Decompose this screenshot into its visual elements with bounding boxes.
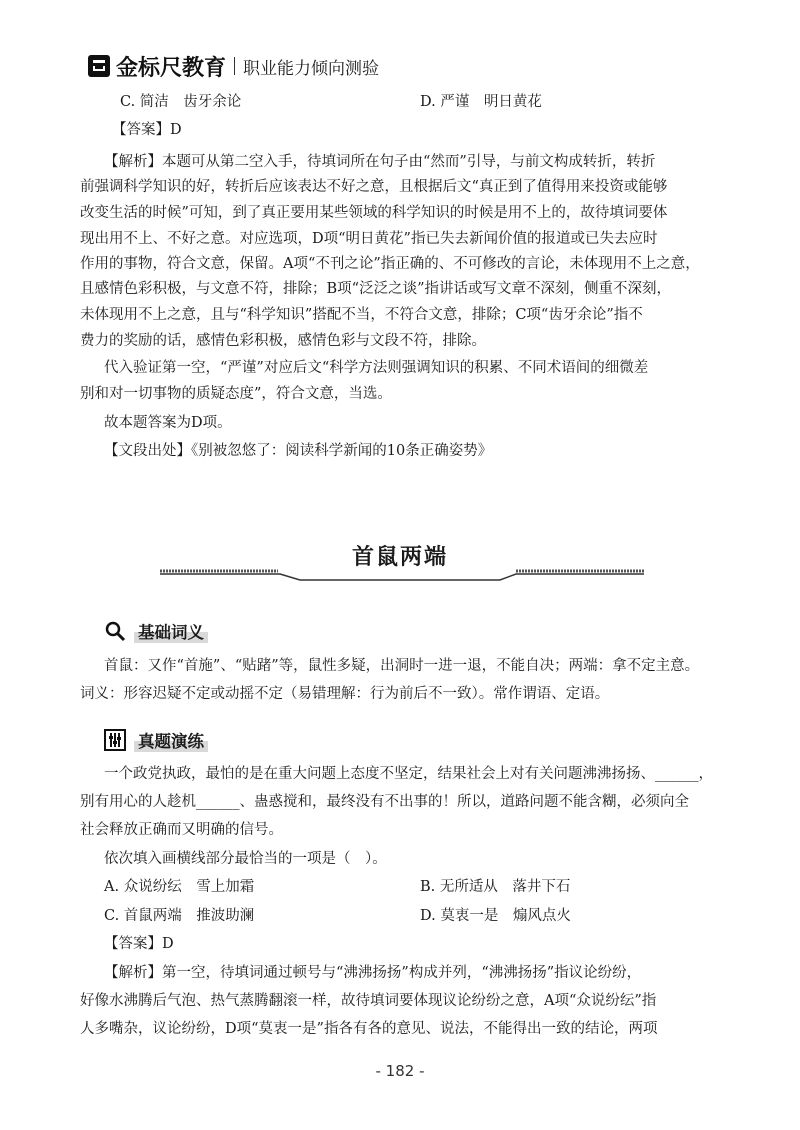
analysis-line: 改变生活的时候”可知，到了真正要用某些领域的科学知识的时候是用不上的，故待填词要体 xyxy=(80,205,668,221)
answer-line: 【答案】D xyxy=(104,936,174,952)
analysis-line: 且感情色彩积极，与文意不符，排除；B项“泛泛之谈”指讲话或写文章不深刻，侧重不深刻， xyxy=(80,281,671,297)
analysis-line: 前强调科学知识的好，转折后应该表达不好之意，且根据后文“真正到了值得用来投资或能够 xyxy=(80,179,668,195)
page-header xyxy=(88,50,379,82)
source-line: 【文段出处】《别被忽悠了：阅读科学新闻的10条正确姿势》 xyxy=(104,443,493,459)
analysis-line: 作用的事物，符合文意，保留。A项“不刊之论”指正确的、不可修改的言论，未体现用不上之意， xyxy=(80,256,700,272)
analysis-line: 人多嘴杂，议论纷纷，D项“莫衷一是”指各有各的意见、说法，不能得出一致的结论，两项 xyxy=(80,1021,658,1037)
section-title: 首鼠两端 xyxy=(351,544,448,570)
analysis-line: 代入验证第一空，“严谨”对应后文“科学方法则强调知识的积累、不同术语间的细微差 xyxy=(104,360,649,376)
option-c: C. 简洁 齿牙余论 xyxy=(120,94,242,110)
question-line: 别有用心的人趁机______、蛊惑搅和，最终没有不出事的！所以，道路问题不能含糊，必须向全 xyxy=(80,794,689,810)
option-b: B. 无所适从 落井下石 xyxy=(420,879,571,895)
answer-line: 【答案】D xyxy=(112,122,182,138)
practice-heading-label: 真题演练 xyxy=(134,728,208,752)
option-d: D. 严谨 明日黄花 xyxy=(420,94,542,110)
analysis-line: 别和对一切事物的质疑态度”，符合文意，当选。 xyxy=(80,386,392,402)
analysis-line: 【解析】第一空，待填词通过顿号与“沸沸扬扬”构成并列，“沸沸扬扬”指议论纷纷， xyxy=(104,965,642,981)
analysis-line: 现出用不上、不好之意。对应选项，D项“明日黄花”指已失去新闻价值的报道或已失去应时 xyxy=(80,231,658,247)
analysis-line: 故本题答案为D项。 xyxy=(104,415,232,431)
analysis-line: 好像水沸腾后气泡、热气蒸腾翻滚一样，故待填词要体现议论纷纷之意，A项“众说纷纭”指 xyxy=(80,993,657,1009)
vocab-heading-label: 基础词义 xyxy=(134,619,208,643)
question-prompt: 依次填入画横线部分最恰当的一项是（ ）。 xyxy=(104,851,387,867)
vocab-heading xyxy=(104,618,208,644)
brand-logo-icon xyxy=(88,55,110,77)
vocab-line: 词义：形容迟疑不定或动摇不定（易错理解：行为前后不一致）。常作谓语、定语。 xyxy=(80,686,610,702)
option-c: C. 首鼠两端 推波助澜 xyxy=(104,908,255,924)
option-a: A. 众说纷纭 雪上加霜 xyxy=(104,879,255,895)
magnifier-icon xyxy=(104,620,126,642)
header-subtitle: 职业能力倾向测验 xyxy=(243,58,380,79)
title-underline-ornament xyxy=(160,562,644,584)
analysis-line: 【解析】本题可从第二空入手，待填词所在句子由“然而”引导，与前文构成转折，转折 xyxy=(104,154,656,170)
option-d: D. 莫衷一是 煽风点火 xyxy=(420,908,571,924)
practice-heading xyxy=(104,727,208,753)
sliders-icon xyxy=(104,729,126,751)
brand-name: 金标尺教育 xyxy=(116,55,227,81)
analysis-line: 未体现用不上之意，且与“科学知识”搭配不当，不符合文意，排除；C项“齿牙余论”指不 xyxy=(80,307,643,323)
question-line: 社会释放正确而又明确的信号。 xyxy=(80,822,283,838)
page-number: - 182 - xyxy=(375,1062,425,1080)
question-line: 一个政党执政，最怕的是在重大问题上态度不坚定，结果社会上对有关问题沸沸扬扬、______， xyxy=(104,766,713,782)
vocab-line: 首鼠：又作“首施”、“贴踷”等，鼠性多疑，出洞时一进一退，不能自决；两端：拿不定主意。 xyxy=(104,658,700,674)
analysis-line: 费力的奖励的话，感情色彩积极，感情色彩与文段不符，排除。 xyxy=(80,333,486,349)
header-divider xyxy=(234,57,235,75)
